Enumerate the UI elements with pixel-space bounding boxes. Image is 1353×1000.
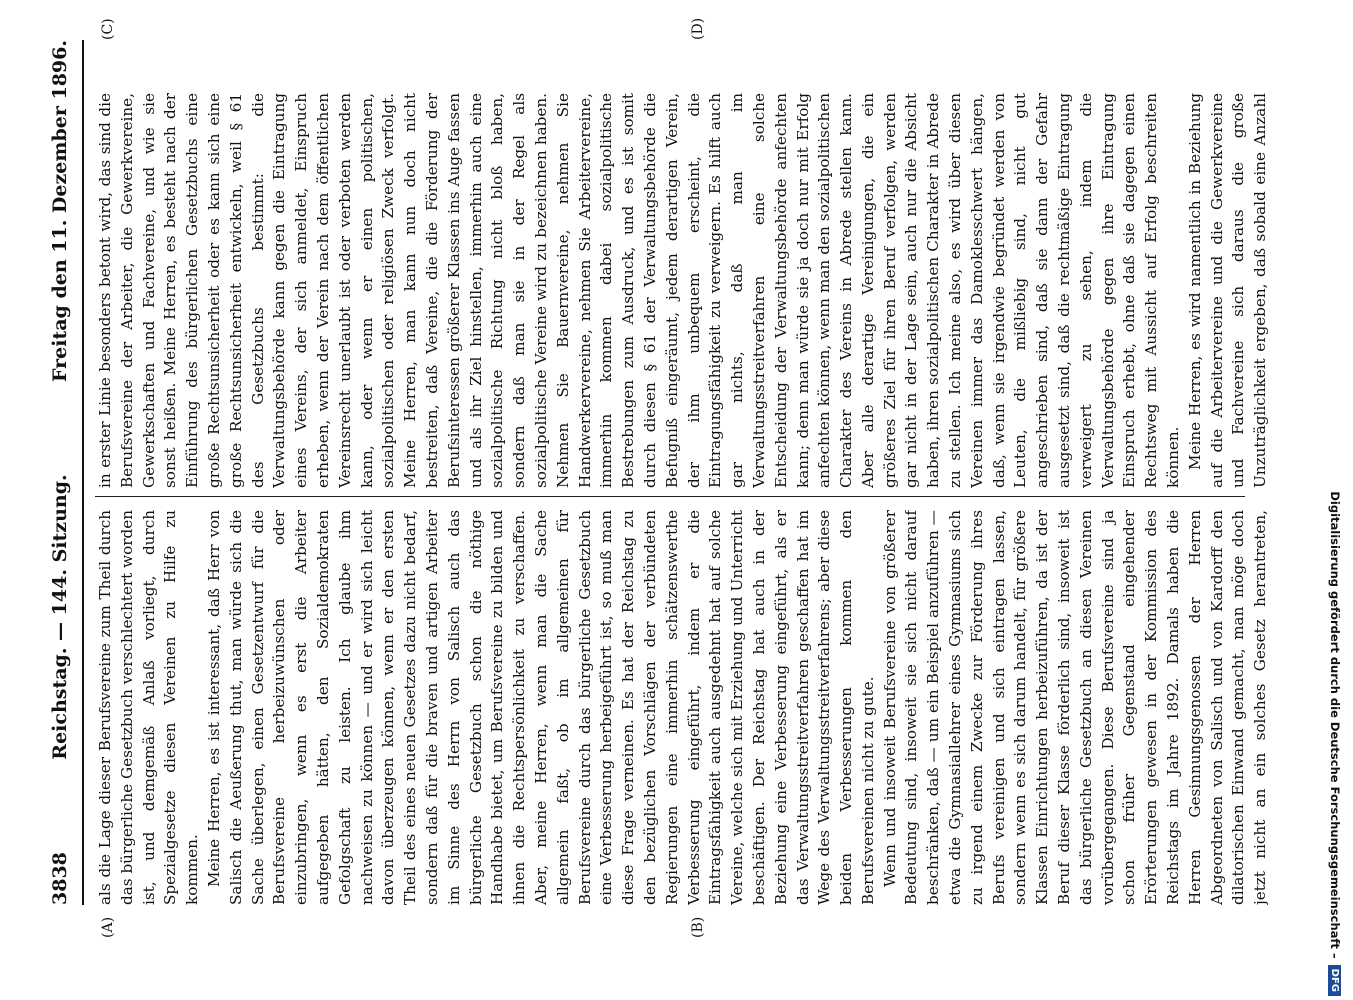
dfg-logo: DFG: [1329, 965, 1342, 996]
page-number: 3838: [49, 852, 71, 905]
margin-marker-d: (D): [690, 17, 706, 40]
paragraph: Meine Herren, es ist interessant, daß Herr von Salisch die Aeußerung thut, man würde sich die Sache überlegen, einen Gesetzentwurf für die Berufsvereine herbeizuwünschen oder einzubringen, wenn es erst die Arbeiter aufgegeben hätten, den Sozialdemokraten Gefolgschaft zu leisten. Ich glaube ihm nachweisen zu können — und er wird sich leicht davon überzeugen können, wenn er den ersten Theil des eines neuen Gesetzes dazu nicht bedarf, sondern daß für die braven und artigen Arbeiter im Sinne des Herrn von Salisch auch das bürgerliche Gesetzbuch schon die nöthige Handhabe bietet, um Berufsvereine zu bilden und ihnen die Rechtspersönlichkeit zu verschaffen. Aber, meine Herren, wenn man die Sache allgemein faßt, ob im allgemeinen für Berufsvereine durch das bürgerliche Gesetzbuch eine Verbesserung herbeigeführt ist, so muß man diese Frage verneinen. Es hat der Reichstag zu den bezüglichen Vorschlägen der verbündeten Regierungen eine immerhin schätzenswerthe Verbesserung eingeführt, indem er die Eintragsfähigkeit auch ausgedehnt hat auf solche Vereine, welche sich mit Erziehung und Unterricht beschäftigen. Der Reichstag hat auch in der Beziehung eine Verbesserung eingeführt, als er das Verwaltungsstreitverfahren geschaffen hat im Wege des Verwaltungsstreitverfahrens; aber diese beiden Verbesserungen kommen den Berufsvereinen nicht zu gute.: [204, 510, 877, 905]
digitization-credit: [1325, 6, 1345, 996]
header-rule: [82, 40, 84, 905]
column-divider: [95, 496, 1245, 497]
margin-marker-a: (A): [100, 916, 116, 938]
text-column-right: [95, 93, 1275, 488]
session-date: Freitag den 11. Dezember 1896.: [49, 40, 71, 382]
credit-text: Digitalisierung gefördert durch die Deutsche Forschungsgemeinschaft –: [1328, 491, 1342, 959]
paragraph: Meine Herren, es wird namentlich in Beziehung auf die Arbeitervereine und die Gewerkvereine und Fachvereine sich daraus die große Unzuträglichkeit ergeben, daß sobald eine Anzahl: [1185, 93, 1270, 488]
margin-marker-c: (C): [100, 18, 116, 40]
paragraph: als die Lage dieser Berufsvereine zum Theil durch das bürgerliche Gesetzbuch verschlechtert worden ist, und demgemäß Anlaß vorliegt, durch Spezialgesetze diesen Vereinen zu Hilfe zu kommen.: [96, 510, 202, 905]
session-title: Reichstag. — 144. Sitzung.: [49, 474, 71, 760]
margin-marker-b: (B): [690, 916, 706, 938]
text-column-left: [95, 510, 1275, 905]
paragraph: Wenn und insoweit Berufsvereine von größerer Bedeutung sind, insoweit sie sich nicht darauf beschränken, daß — um ein Beispiel anzuführen — etwa die Gymnasiallehrer eines Gymnasiums sich zu irgend einem Zwecke zur Förderung ihres Berufs vereinigen und sich eintragen lassen, sondern wenn es sich darum handelt, für größere Klassen Einrichtungen herbeizuführen, da ist der Beruf dieser Klasse förderlich sind, insoweit ist das bürgerliche Gesetzbuch an diesen Vereinen vorübergegangen. Diese Berufsvereine sind ja schon früher Gegenstand eingehender Erörterungen gewesen in der Kommission des Reichstags im Jahre 1892. Damals haben die Herren Gesinnungsgenossen der Herren Abgeordneten von Salisch und von Kardorff den dilatorischen Einwand gemacht, man möge doch jetzt nicht an ein solches Gesetz herantreten,: [880, 510, 1270, 905]
page-header: [40, 40, 80, 905]
paragraph: in erster Linie besonders betont wird, das sind die Berufsvereine der Arbeiter, die Gewerkvereine, Gewerkschaften und Fachvereine, und wie sie sonst heißen. Meine Herren, es besteht nach der Einführung des bürgerlichen Gesetzbuchs eine große Rechtsunsicherheit oder es kann sich eine große Rechtsunsicherheit entwickeln, weil § 61 des Gesetzbuchs bestimmt: die Verwaltungsbehörde kann gegen die Eintragung eines Vereins, der sich anmeldet, Einspruch erheben, wenn der Verein nach dem öffentlichen Vereinsrecht unerlaubt ist oder verboten werden kann, oder wenn er einen politischen, sozialpolitischen oder religiösen Zweck verfolgt. Meine Herren, man kann nun doch nicht bestreiten, daß Vereine, die die Förderung der Berufsinteressen größerer Klassen ins Auge fassen und als ihr Ziel hinstellen, immerhin auch eine sozialpolitische Richtung nicht bloß haben, sondern daß man sie in der Regel als sozialpolitische Vereine wird zu bezeichnen haben. Nehmen Sie Bauernvereine, nehmen Sie Handwerkervereine, nehmen Sie Arbeitervereine, immerhin kommen dabei sozialpolitische Bestrebungen zum Ausdruck, und es ist somit durch diesen § 61 der Verwaltungsbehörde die Befugniß eingeräumt, jedem derartigen Verein, der ihm unbequem erscheint, die Eintragungsfähigkeit zu verweigern. Es hilft auch gar nichts, daß man im Verwaltungsstreitverfahren eine solche Entscheidung der Verwaltungsbehörde anfechten kann; denn man würde sie ja doch nur mit Erfolg anfechten können, wenn man den sozialpolitischen Charakter des Vereins in Abrede stellen kann. Aber alle derartige Vereinigungen, die ein größeres Ziel für ihren Beruf verfolgen, werden gar nicht in der Lage sein, auch nur die Absicht haben, ihren sozialpolitischen Charakter in Abrede zu stellen. Ich meine also, es wird über diesen Vereinen immer das Damoklesschwert hängen, daß, wenn sie irgendwie begründet werden von Leuten, die mißliebig sind, nicht gut angeschrieben sind, daß sie dann der Gefahr ausgesetzt sind, daß die rechtmäßige Eintragung verweigert zu sehen, indem die Verwaltungsbehörde gegen ihre Eintragung Einspruch erhebt, ohne daß sie dagegen einen Rechtsweg mit Aussicht auf Erfolg beschreiten können.: [96, 93, 1183, 488]
